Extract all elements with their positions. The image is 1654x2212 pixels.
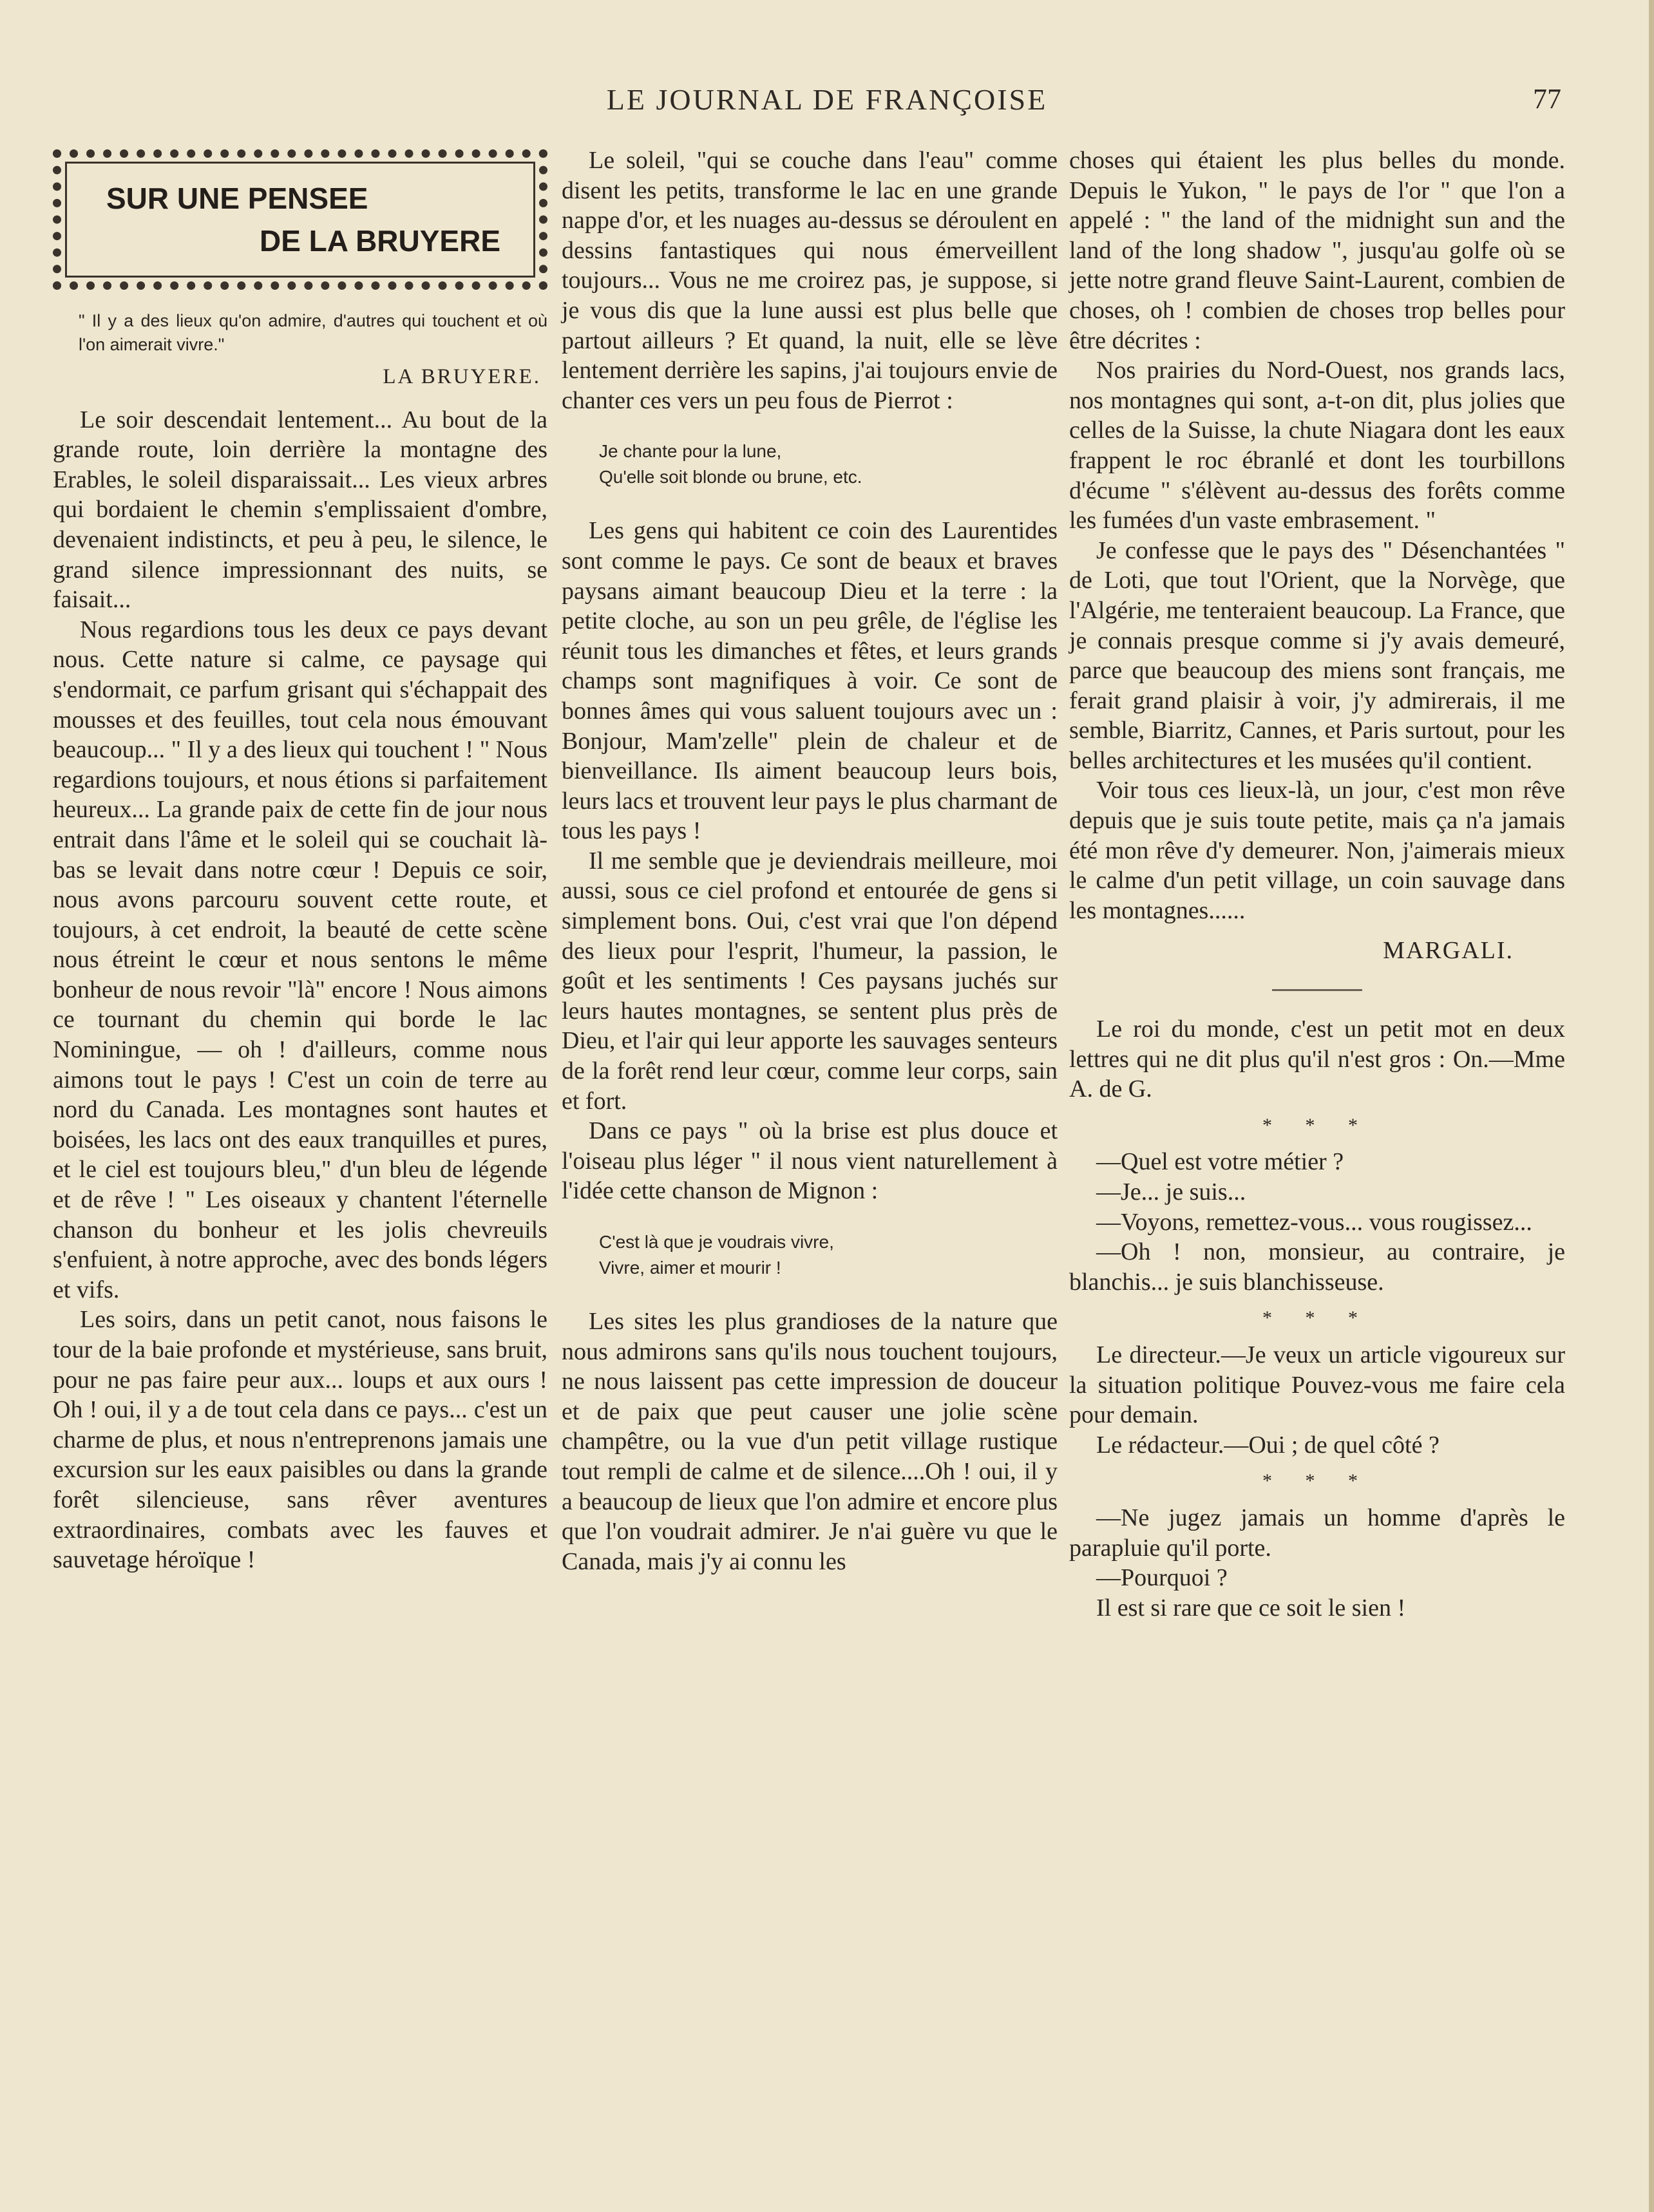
paragraph: Il me semble que je deviendrais meilleure, moi aussi, sous ce ciel profond et entourée de gens si simplement bons. Oui, c'est vrai que l'on dépend des lieux pour l'esprit, l'humeur, la passion, le goût et les sentiments ! Ces paysans juchés sur leurs hautes montagnes, se sentent plus près de Dieu, et l'air qui leur apporte les sauvages senteurs de la forêt rend leur cœur, comme leur corps, sain et fort. xyxy=(562,847,1058,1115)
article-signature: MARGALI. xyxy=(1383,937,1514,965)
paragraph: Le soir descendait lentement... Au bout de la grande route, loin derrière la montagne des Erables, le soleil disparaissait... Les vieux arbres qui bordaient le chemin s'emplissaient d'ombre, devenaient indistincts, et peu à peu, le silence, le grand silence impressionnant des nuits, se faisait... xyxy=(53,406,547,614)
joke-paragraph: Le roi du monde, c'est un petit mot en deux lettres qui ne dit plus qu'il n'est gros : On.—Mme A. de G. xyxy=(1069,1016,1565,1103)
epigraph: " Il y a des lieux qu'on admire, d'autres qui touchent et où l'on aimerait vivre." xyxy=(79,311,547,354)
verse-line: Vivre, aimer et mourir ! xyxy=(599,1258,781,1278)
verse-pierrot xyxy=(599,439,1058,490)
stars-separator: * * * xyxy=(1262,1470,1372,1492)
joke-line: —Voyons, remettez-vous... vous rougissez... xyxy=(1096,1208,1532,1236)
paragraph: Je confesse que le pays des " Désenchantées " de Loti, que tout l'Orient, que la Norvège, que l'Algérie, me tenteraient beaucoup. La France, que je connais presque comme si j'y avais demeuré, parce que beaucoup des miens sont français, me ferait grand plaisir à voir, j'y admirerais, il me semble, Biarritz, Cannes, et Paris surtout, pour les belles architectures et les musées qu'il contient. xyxy=(1069,536,1565,774)
verse-mignon xyxy=(599,1229,1058,1281)
page-edge xyxy=(1649,0,1654,2212)
verse-line: C'est là que je voudrais vivre, xyxy=(599,1232,834,1252)
journal-title: LE JOURNAL DE FRANÇOISE xyxy=(606,83,1048,116)
verse-line: Qu'elle soit blonde ou brune, etc. xyxy=(599,467,862,487)
paragraph: Voir tous ces lieux-là, un jour, c'est mon rêve depuis que je suis toute petite, mais ça n'a jamais été mon rêve d'y demeurer. Non, j'aimerais mieux le calme d'un petit village, un coin sauvage dans les montagnes...... xyxy=(1069,777,1565,924)
separator-rule xyxy=(1272,989,1362,991)
column-3 xyxy=(1069,146,1565,1623)
article-title-box xyxy=(53,149,547,290)
paragraph: Les soirs, dans un petit canot, nous faisons le tour de la baie profonde et mystérieuse, sans bruit, pour ne pas faire peur aux... loups et aux ours ! Oh ! oui, il y a de tout cela dans ce pays... c'est un charme de plus, et nous n'entreprenons jamais une excursion sur les eaux paisibles ou dans la grande forêt silencieuse, sans rêver aventures extraordinaires, combats avec les fauves et sauvetage héroïque ! xyxy=(53,1306,547,1574)
joke-line: —Pourquoi ? xyxy=(1096,1564,1228,1592)
joke-line: Le directeur.—Je veux un article vigoureux sur la situation politique Pouvez-vous me faire cela pour demain. xyxy=(1069,1341,1565,1429)
stars-separator: * * * xyxy=(1262,1114,1372,1136)
column-2 xyxy=(562,146,1058,1576)
joke-line: Le rédacteur.—Oui ; de quel côté ? xyxy=(1096,1431,1440,1459)
paragraph-continued: choses qui étaient les plus belles du monde. Depuis le Yukon, " le pays de l'or " que l'on a appelé : " the land of the midnight sun and the land of the long shadow ", jusqu'au golfe où se jette notre grand fleuve Saint-Laurent, combien de choses, oh ! combien de choses trop belles pour être décrites : xyxy=(1069,147,1565,354)
paragraph: Nous regardions tous les deux ce pays devant nous. Cette nature si calme, ce paysage qui s'endormait, ce parfum grisant qui s'échappait des mousses et des feuilles, tout cela nous émouvant beaucoup... " Il y a des lieux qui touchent ! " Nous regardions toujours, et nous étions si parfaitement heureux... La grande paix de cette fin de jour nous entrait dans l'âme et le soleil qui se couchait là-bas se levait dans notre cœur ! Depuis ce soir, nous avons parcouru souvent cette route, et toujours, à cet endroit, la beauté de cette scène nous étreint le cœur et nous sentons le même bonheur de nous revoir "là" encore ! Nous aimons ce tournant du chemin qui borde le lac Nominingue, — oh ! d'ailleurs, comme nous aimons tout le pays ! C'est un coin de terre au nord du Canada. Les montagnes sont hautes et boisées, les lacs ont des eaux tranquilles et pures, et le ciel est toujours bleu," d'un bleu de légende et de rêve ! " Les oiseaux y chantent l'éternelle chanson du bonheur et les jolis chevreuils s'enfuient, à notre approche, avec des bonds légers et vifs. xyxy=(53,616,547,1303)
article-title-line1: SUR UNE PENSEE xyxy=(106,182,368,215)
paragraph: Dans ce pays " où la brise est plus douce et l'oiseau plus léger " il nous vient naturellement à l'idée cette chanson de Mignon : xyxy=(562,1117,1058,1205)
joke-line: —Quel est votre métier ? xyxy=(1096,1148,1344,1176)
page-number: 77 xyxy=(1533,83,1561,115)
verse-line: Je chante pour la lune, xyxy=(599,441,782,462)
article-title-line2: DE LA BRUYERE xyxy=(260,224,500,258)
joke-line: —Je... je suis... xyxy=(1096,1178,1246,1205)
joke-line: Il est si rare que ce soit le sien ! xyxy=(1096,1594,1406,1621)
paragraph: Le soleil, "qui se couche dans l'eau" comme disent les petits, transforme le lac en une grande nappe d'or, et les nuages au-dessus se déroulent en dessins fantastiques qui nous émerveillent toujours... Vous ne me croirez pas, je suppose, si je vous dis que la lune aussi est plus belle que partout ailleurs ? Et quand, la nuit, elle se lève lentement derrière les sapins, j'ai toujours envie de chanter ces vers un peu fous de Pierrot : xyxy=(562,147,1058,414)
epigraph-author: LA BRUYERE. xyxy=(383,365,541,388)
joke-line: —Oh ! non, monsieur, au contraire, je blanchis... je suis blanchisseuse. xyxy=(1069,1238,1565,1296)
paragraph: Nos prairies du Nord-Ouest, nos grands lacs, nos montagnes qui sont, a-t-on dit, plus jolies que celles de la Suisse, la chute Niagara dont les eaux frappent le roc ébranlé et dont les tourbillons d'écume " s'élèvent au-dessus des forêts comme les fumées d'un vaste embrasement. " xyxy=(1069,357,1565,534)
paragraph-split: Les sites les plus grandioses de la nature que nous admirons sans qu'ils nous touchent toujours, ne nous laissent pas cette impression de douceur et de paix que peut causer une jolie scène champêtre, ou la vue d'un petit village rustique tout rempli de calme et de silence....Oh ! oui, il y a beaucoup de lieux que l'on admire et encore plus que l'on voudrait admirer. Je n'ai guère vu que le Canada, mais j'y ai connu les xyxy=(562,1308,1058,1575)
paragraph: Les gens qui habitent ce coin des Laurentides sont comme le pays. Ce sont de beaux et braves paysans aimant beaucoup Dieu et la terre : la petite cloche, au son un peu grêle, de l'église les réunit tous les dimanches et fêtes, et leurs grands champs sont magnifiques à voir. Ce sont de bonnes âmes qui vous saluent toujours avec un : Bonjour, Mam'zelle" plein de chaleur et de bienveillance. Ils aiment beaucoup leurs bois, leurs lacs et trouvent leur pays le plus charmant de tous les pays ! xyxy=(562,517,1058,845)
column-1 xyxy=(53,146,547,1575)
joke-line: —Ne jugez jamais un homme d'après le parapluie qu'il porte. xyxy=(1069,1504,1565,1562)
stars-separator: * * * xyxy=(1262,1307,1372,1329)
